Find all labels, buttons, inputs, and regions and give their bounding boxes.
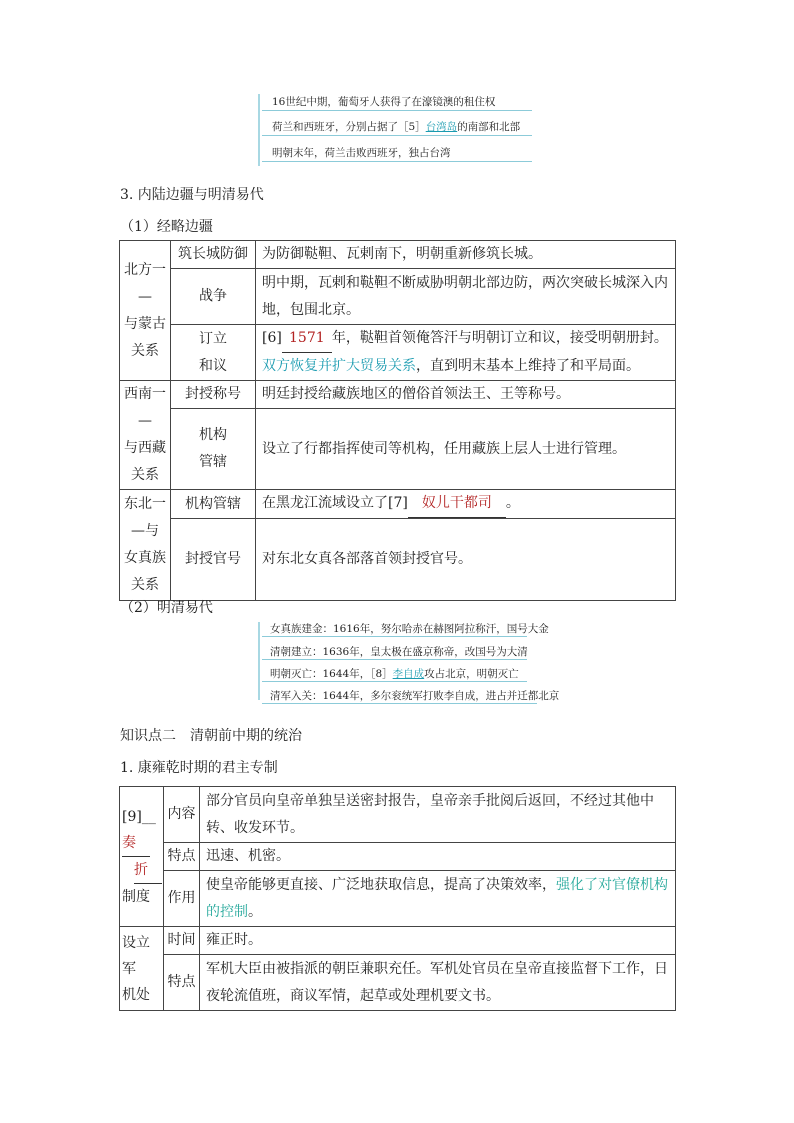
- row-label: 作用: [164, 871, 200, 927]
- timeline-spine: [258, 94, 260, 166]
- timeline-1-item-1: 16世纪中期，葡萄牙人获得了在濠镜澳的租住权: [272, 96, 496, 108]
- row-label: 封授称号: [171, 381, 256, 409]
- timeline-underline: [262, 659, 527, 660]
- section-3-title: 3. 内陆边疆与明清易代: [120, 187, 264, 203]
- timeline-2-item-4: 清军入关：1644年，多尔衮统军打败李自成，进占并迁都北京: [270, 690, 560, 702]
- timeline-underline: [262, 681, 527, 682]
- knowledge-point-2-title: 知识点二 清朝前中期的统治: [120, 728, 302, 744]
- row-label: 机构管辖: [171, 490, 256, 519]
- row-label: 封授官号: [171, 519, 256, 601]
- row-content: 明廷封授给藏族地区的僧俗首领法王、王等称号。: [256, 381, 676, 409]
- timeline-1-item-3: 明朝末年，荷兰击败西班牙，独占台湾: [272, 147, 451, 159]
- row-content: 使皇帝能够更直接、广泛地获取信息，提高了决策效率，强化了对官僚机构的控制。: [200, 871, 676, 927]
- answer-8: 李自成: [392, 668, 425, 680]
- timeline-spine: [258, 622, 260, 700]
- timeline-underline: [262, 110, 532, 111]
- memorial-system-cell: [9]__ 奏 折 制度: [120, 787, 164, 927]
- row-content: 军机大臣由被指派的朝臣兼职充任。军机处官员在皇帝直接监督下工作，日夜轮流值班，商议军情，起草或处理机要文书。: [200, 955, 676, 1011]
- row-content: 设立了行都指挥使司等机构，任用藏族上层人士进行管理。: [256, 409, 676, 490]
- row-label: 机构 管辖: [171, 409, 256, 490]
- row-content: 迅速、机密。: [200, 843, 676, 871]
- subsection-1-title: （1）经略边疆: [120, 219, 213, 235]
- region-northeast: 东北一 —与 女真族 关系: [120, 490, 171, 601]
- timeline-underline: [262, 161, 532, 162]
- row-content: [6] 1571 年，鞑靼首领俺答汗与明朝订立和议，接受明朝册封。双方恢复并扩大贸易关系，直到明末基本上维持了和平局面。: [256, 325, 676, 381]
- row-label: 特点: [164, 843, 200, 871]
- timeline-1-item-2: 荷兰和西班牙，分别占据了［5］台湾岛的南部和北部: [272, 121, 521, 133]
- timeline-underline: [262, 135, 532, 136]
- row-content: 对东北女真各部落首领封授官号。: [256, 519, 676, 601]
- timeline-2-item-2: 清朝建立：1636年，皇太极在盛京称帝，改国号为大清: [270, 646, 528, 658]
- row-label: 战争: [171, 269, 256, 325]
- region-north: 北方一 — 与蒙古 关系: [120, 241, 171, 381]
- answer-6: 1571: [282, 325, 332, 353]
- row-label: 订立 和议: [171, 325, 256, 381]
- row-content: 部分官员向皇帝单独呈送密封报告，皇帝亲手批阅后返回，不经过其他中转、收发环节。: [200, 787, 676, 843]
- kp2-subsection-1-title: 1. 康雍乾时期的君主专制: [120, 760, 278, 776]
- row-content: 明中期，瓦剌和鞑靼不断威胁明朝北部边防，两次突破长城深入内地，包围北京。: [256, 269, 676, 325]
- region-southwest: 西南一 — 与西藏 关系: [120, 381, 171, 490]
- junjichu-cell: 设立军 机处: [120, 927, 164, 1011]
- row-label: 内容: [164, 787, 200, 843]
- answer-9b: 折: [134, 857, 162, 884]
- row-label: 特点: [164, 955, 200, 1011]
- answer-9a: 奏: [122, 830, 150, 857]
- row-label: 时间: [164, 927, 200, 955]
- timeline-underline: [262, 636, 527, 637]
- row-content: 在黑龙江流域设立了[7] 奴儿干都司 。: [256, 490, 676, 519]
- answer-5: 台湾岛: [425, 121, 458, 133]
- row-label: 筑长城防御: [171, 241, 256, 269]
- answer-7: 奴儿干都司: [408, 490, 506, 518]
- timeline-underline: [262, 703, 537, 704]
- timeline-2-item-3: 明朝灭亡：1644年，［8］李自成攻占北京，明朝灭亡: [270, 668, 519, 680]
- frontier-table: [119, 240, 676, 601]
- subsection-2-title: （2）明清易代: [120, 600, 213, 616]
- row-content: 为防御鞑靼、瓦剌南下，明朝重新修筑长城。: [256, 241, 676, 269]
- timeline-2-item-1: 女真族建金：1616年，努尔哈赤在赫图阿拉称汗，国号大金: [270, 623, 549, 635]
- row-content: 雍正时。: [200, 927, 676, 955]
- autocracy-table: [119, 786, 676, 1011]
